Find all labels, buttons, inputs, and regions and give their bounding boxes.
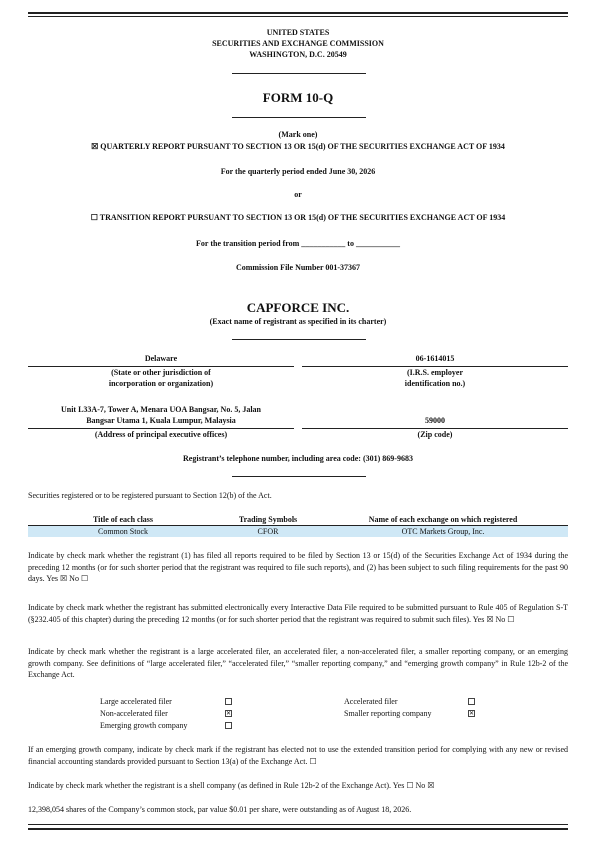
phone-line: Registrant’s telephone number, including area code: (301) 869-9683 [183,454,413,463]
quarterly-report-label: QUARTERLY REPORT PURSUANT TO SECTION 13 OR 15(d) OF THE SECURITIES EXCHANGE ACT OF 1934 [100,142,505,151]
ein-underline [302,366,568,367]
state-underline [28,366,294,367]
address-line-1: Unit L33A-7, Tower A, Menara UOA Bangsar, No. 5, Jalan [60,405,262,414]
reports-filed-paragraph: Indicate by check mark whether the registrant (1) has filed all reports required to be filed by Section 13 or 15(d) of the Securities Exchange Act of 1934 during the preceding 12 months (or for such shorter period that the registrant was required to file such reports), and (2) has been subject to such filing requirements for the past 90 days. Yes ☒ No ☐ [28,551,568,583]
transition-report-label: TRANSITION REPORT PURSUANT TO SECTION 13 OR 15(d) OF THE SECURITIES EXCHANGE ACT OF 1934 [99,213,506,222]
securities-header-row [28,514,568,526]
col-exchange-header: Name of each exchange on which registered [318,514,568,526]
quarterly-checkbox[interactable]: ☒ [91,142,99,151]
address-line-2: Bangsar Utama 1, Kuala Lumpur, Malaysia [86,416,236,425]
top-rule-thin [28,16,568,17]
large-accelerated-label: Large accelerated filer [100,697,172,706]
accelerated-label: Accelerated filer [344,697,398,706]
bottom-rule-thin [28,824,568,825]
mark-one: (Mark one) [278,130,318,139]
divider [232,73,366,74]
header-line3: WASHINGTON, D.C. 20549 [249,50,347,59]
registrant-name-note: (Exact name of registrant as specified in its charter) [209,317,387,326]
transition-election-paragraph: If an emerging growth company, indicate by check mark if the registrant has elected not to use the extended transition period for complying with any new or revised financial accounting standards provided pursuant to Section 13(a) of the Exchange Act. ☐ [28,745,568,766]
divider [232,339,366,340]
divider [232,476,366,477]
accelerated-checkbox[interactable] [468,698,475,705]
zip-value: 59000 [425,416,445,425]
col-symbol-header: Trading Symbols [218,514,318,526]
state-label-1: (State or other jurisdiction of [111,368,211,377]
transition-checkbox[interactable]: ☐ [90,213,98,222]
header-line2: SECURITIES AND EXCHANGE COMMISSION [212,39,384,48]
ein-value: 06-1614015 [415,354,455,363]
zip-underline [302,428,568,429]
large-accelerated-checkbox[interactable] [225,698,232,705]
period-ended: For the quarterly period ended June 30, 2026 [220,167,376,176]
registrant-name: CAPFORCE INC. [246,300,350,315]
exchange-name-cell: OTC Markets Group, Inc. [318,526,568,538]
address-label: (Address of principal executive offices) [94,430,228,439]
or-text: or [294,190,302,199]
emerging-growth-label: Emerging growth company [100,721,188,730]
class-title-cell: Common Stock [28,526,218,538]
non-accelerated-checkbox[interactable]: ✕ [226,710,232,717]
header-line1: UNITED STATES [266,28,330,37]
bottom-rule-thick [28,828,568,830]
smaller-reporting-label: Smaller reporting company [344,709,432,718]
zip-label: (Zip code) [417,430,453,439]
emerging-growth-checkbox[interactable] [225,722,232,729]
table-row [28,526,568,538]
non-accelerated-label: Non-accelerated filer [100,709,168,718]
shares-outstanding-paragraph: 12,398,054 shares of the Company’s common stock, par value $0.01 per share, were outstanding as of August 18, 2026. [28,805,412,814]
trading-symbol-cell: CFOR [218,526,318,538]
file-number: Commission File Number 001-37367 [235,263,361,272]
quarterly-report-line [0,142,596,151]
form-title: FORM 10-Q [262,90,334,105]
ein-label-2: identification no.) [404,379,466,388]
address-underline [28,428,294,429]
interactive-data-paragraph: Indicate by check mark whether the registrant has submitted electronically every Interactive Data File required to be submitted pursuant to Rule 405 of Regulation S-T (§232.405 of this chapter) during the preceding 12 months (or for such shorter period that the registrant was required to submit such files). Yes ☒ No ☐ [28,603,568,624]
top-rule-thick [28,12,568,14]
transition-period: For the transition period from ___________ to ___________ [196,239,400,248]
ein-label-1: (I.R.S. employer [407,368,463,377]
shell-company-paragraph: Indicate by check mark whether the registrant is a shell company (as defined in Rule 12b-2 of the Exchange Act). Yes ☐ No ☒ [28,781,435,790]
col-title-header: Title of each class [28,514,218,526]
state-label-2: incorporation or organization) [108,379,214,388]
smaller-reporting-checkbox[interactable]: ✕ [469,710,475,717]
state-value: Delaware [144,354,178,363]
transition-report-line [0,213,596,222]
filer-status-paragraph: Indicate by check mark whether the registrant is a large accelerated filer, an accelerated filer, a non-accelerated filer, a smaller reporting company, or an emerging growth company. See definitions of “large accelerated filer,” “accelerated filer,” “smaller reporting company,” and “emerging growth company” in Rule 12b-2 of the Exchange Act. [28,647,568,679]
securities-intro: Securities registered or to be registered pursuant to Section 12(b) of the Act. [28,491,272,500]
securities-table [28,514,568,537]
divider [232,117,366,118]
